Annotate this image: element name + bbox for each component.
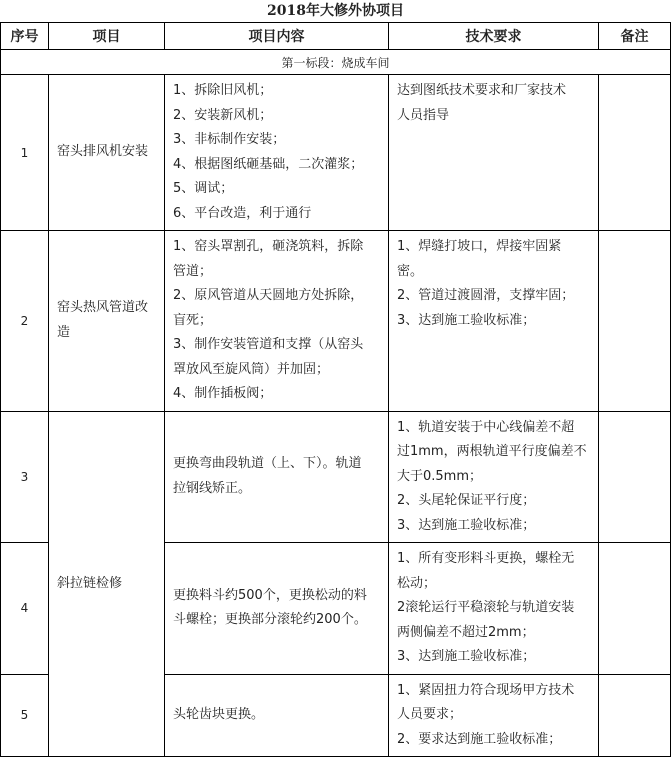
header-content: 项目内容 [165,23,389,50]
page-title: 2018年大修外协项目 [267,3,404,19]
item-line: 造 [57,324,71,340]
section-title: 第一标段：烧成车间 [1,50,671,75]
row-content [165,674,389,757]
content-line: 1、窑头罩割孔，砸浇筑料，拆除 [173,239,364,254]
requirement-line: 密。 [397,263,424,279]
requirement-line: 1、轨道安装于中心线偏差不超 [397,419,575,435]
requirement-line: 松动； [397,575,437,591]
requirement-line: 3、达到施工验收标准； [397,649,536,664]
item-line: 斜拉链检修 [57,575,123,591]
requirement-line: 2、要求达到施工验收标准； [397,731,562,747]
requirement-line: 3、达到施工验收标准； [397,517,536,533]
content-line: 2、原风管道从天圆地方处拆除， [173,288,364,303]
requirement-line: 1、所有变形料斗更换，螺栓无 [397,551,575,566]
row-content [165,75,389,231]
requirement-line: 大于0.5mm； [397,468,483,484]
row-remark [599,411,671,543]
header-requirement: 技术要求 [389,23,599,50]
table-row [1,411,671,543]
content-line: 更换料斗约500个，更换松动的料 [173,587,367,603]
row-remark [599,231,671,412]
requirement-line: 达到图纸技术要求和厂家技术 [397,83,567,98]
row-requirement [389,75,599,231]
table-row [1,231,671,412]
row-seq: 2 [1,231,49,412]
content-line: 罩放风至旋风筒）并加固； [173,361,330,377]
requirement-line: 过1mm，两根轨道平行度偏差不 [397,444,587,459]
content-line: 更换弯曲段轨道（上、下）。轨道 [173,456,362,472]
content-line: 4、制作插板阀； [173,386,273,401]
row-remark [599,543,671,675]
content-line: 2、安装新风机； [173,107,273,123]
row-item [49,75,165,231]
content-line: 管道； [173,263,213,279]
item-line: 窑头热风管道改 [57,300,149,316]
requirement-line: 人员指导 [397,107,450,123]
row-remark [599,75,671,231]
row-seq: 3 [1,411,49,543]
row-content [165,411,389,543]
header-item: 项目 [49,23,165,50]
content-line: 6、平台改造，利于通行 [173,205,312,221]
section-row [1,50,671,75]
requirement-line: 人员要求； [397,707,463,722]
requirement-line: 2、头尾轮保证平行度； [397,493,536,508]
row-content [165,543,389,675]
row-seq: 1 [1,75,49,231]
content-line: 1、拆除旧风机； [173,83,273,98]
requirement-line: 两侧偏差不超过2mm； [397,624,535,640]
row-requirement [389,411,599,543]
table-row [1,75,671,231]
row-content [165,231,389,412]
requirement-line: 3、达到施工验收标准； [397,312,536,328]
content-line: 5、调试； [173,181,234,196]
row-requirement [389,674,599,757]
requirement-line: 2、管道过渡圆滑，支撑牢固； [397,288,575,303]
content-line: 3、制作安装管道和支撑（从窑头 [173,337,364,352]
header-row [1,23,671,50]
row-remark [599,674,671,757]
requirement-line: 2滚轮运行平稳滚轮与轨道安装 [397,600,575,615]
row-requirement [389,231,599,412]
content-line: 头轮齿块更换。 [173,707,265,722]
header-remark: 备注 [599,23,671,50]
row-item-shared [49,411,165,757]
requirement-line: 1、焊缝打坡口，焊接牢固紧 [397,239,562,254]
row-item [49,231,165,412]
header-seq: 序号 [1,23,49,50]
content-line: 3、非标制作安装； [173,132,286,147]
content-line: 拉钢线矫正。 [173,480,252,496]
content-line: 盲死； [173,312,213,328]
content-line: 4、根据图纸砸基础，二次灌浆； [173,156,364,172]
row-seq: 4 [1,543,49,675]
requirement-line: 1、紧固扭力符合现场甲方技术 [397,682,575,698]
row-requirement [389,543,599,675]
item-line: 窑头排风机安装 [57,144,149,160]
content-line: 斗螺栓；更换部分滚轮约200个。 [173,612,367,628]
row-seq: 5 [1,674,49,757]
project-table [0,22,671,757]
